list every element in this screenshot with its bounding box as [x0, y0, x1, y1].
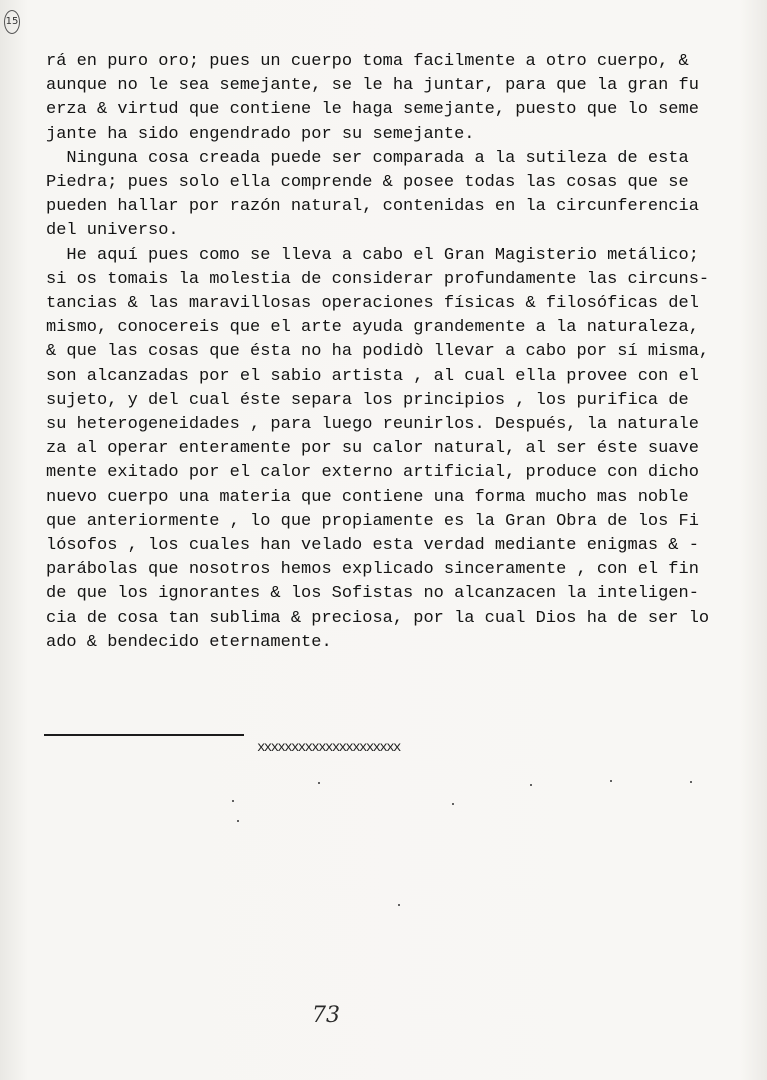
text-line: ado & bendecido eternamente.: [46, 632, 332, 652]
page-number: 73: [312, 1003, 340, 1028]
text-line: nuevo cuerpo una materia que contiene una forma mucho mas noble: [46, 487, 689, 507]
ink-speck: [610, 780, 612, 782]
ink-speck: [232, 800, 234, 802]
ink-speck: [690, 781, 692, 783]
text-line: rá en puro oro; pues un cuerpo toma facilmente a otro cuerpo, &: [46, 52, 689, 71]
text-line: cia de cosa tan sublima & preciosa, por la cual Dios ha de ser lo: [46, 608, 710, 628]
ink-speck: [318, 782, 320, 784]
text-line: He aquí pues como se lleva a cabo el Gran Magisterio metálico;: [46, 245, 699, 265]
end-rule-line: [44, 734, 244, 736]
text-line: Piedra; pues solo ella comprende & posee todas las cosas que se: [46, 173, 689, 193]
text-line: que anteriormente , lo que propiamente es la Gran Obra de los Fi: [46, 511, 699, 531]
text-line: parábolas que nosotros hemos explicado sinceramente , con el fin: [46, 560, 699, 580]
text-line: Ninguna cosa creada puede ser comparada a la sutileza de esta: [46, 148, 689, 168]
text-line: & que las cosas que ésta no ha podidò llevar a cabo por sí misma,: [46, 342, 710, 362]
text-line: za al operar enteramente por su calor natural, al ser éste suave: [46, 439, 699, 459]
corner-page-mark: 15: [4, 10, 20, 34]
text-line: sujeto, y del cual éste separa los principios , los purifica de: [46, 390, 689, 410]
text-line: de que los ignorantes & los Sofistas no alcanzacen la inteligen-: [46, 584, 699, 604]
ink-speck: [237, 820, 239, 822]
text-line: mismo, conocereis que el arte ayuda grandemente a la naturaleza,: [46, 318, 699, 338]
ink-speck: [452, 803, 454, 805]
body-text: [46, 50, 716, 655]
text-line: si os tomais la molestia de considerar profundamente las circuns-: [46, 269, 710, 289]
text-line: pueden hallar por razón natural, contenidas en la circunferencia: [46, 197, 699, 217]
text-line: mente exitado por el calor externo artificial, produce con dicho: [46, 463, 699, 483]
text-line: su heterogeneidades , para luego reunirlos. Después, la naturale: [46, 415, 699, 435]
separator-x-line: xxxxxxxxxxxxxxxxxxxxx: [257, 740, 400, 756]
text-line: lósofos , los cuales han velado esta verdad mediante enigmas & -: [46, 536, 699, 556]
text-line: del universo.: [46, 221, 179, 241]
ink-speck: [398, 904, 400, 906]
text-line: erza & virtud que contiene le haga semejante, puesto que lo seme: [46, 100, 699, 120]
text-line: jante ha sido engendrado por su semejante.: [46, 124, 475, 144]
text-line: tancias & las maravillosas operaciones físicas & filosóficas del: [46, 294, 699, 314]
ink-speck: [530, 784, 532, 786]
text-line: son alcanzadas por el sabio artista , al cual ella provee con el: [46, 366, 699, 386]
text-line: aunque no le sea semejante, se le ha juntar, para que la gran fu: [46, 76, 699, 96]
